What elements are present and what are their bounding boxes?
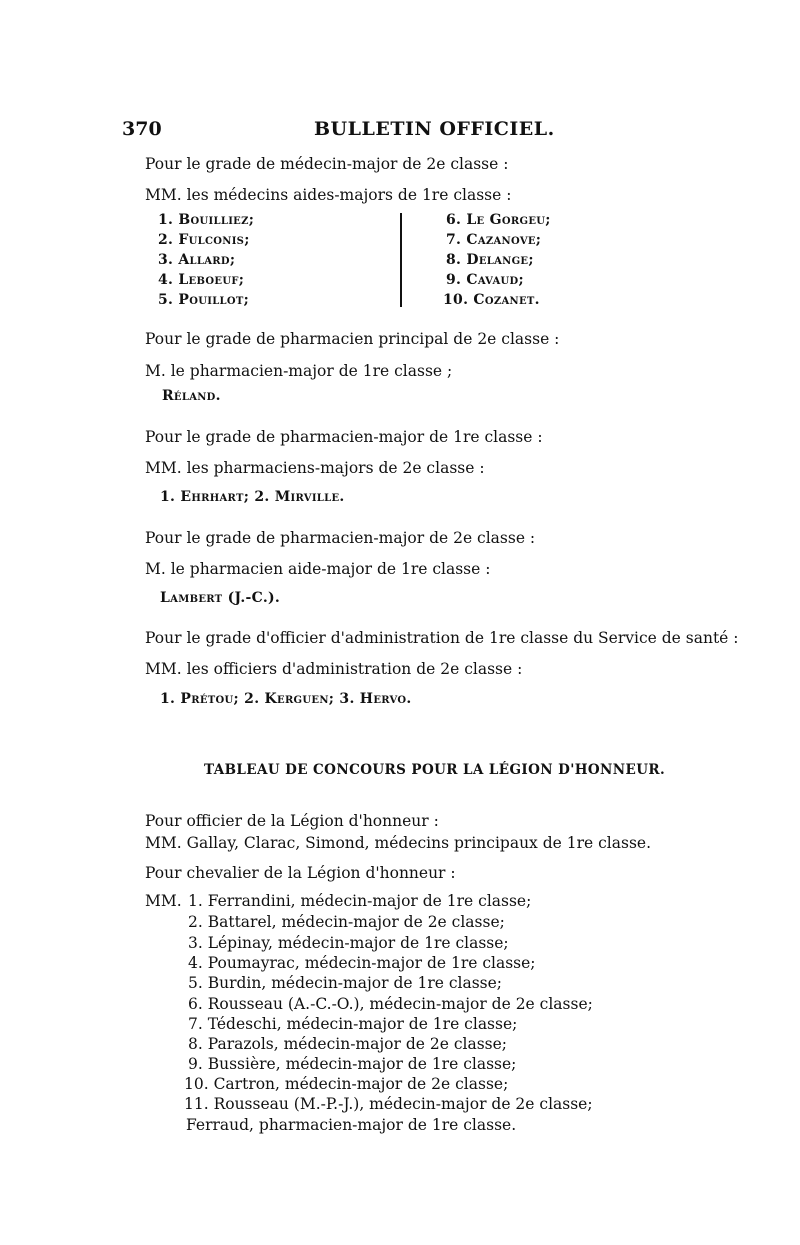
- section-heading: Pour le grade d'officier d'administration de 1re classe du Service de santé :: [145, 629, 739, 647]
- person-name: Réland.: [162, 388, 221, 404]
- section-heading: Pour le grade de pharmacien-major de 1re classe :: [145, 428, 543, 446]
- section-intro: MM. les officiers d'administration de 2e classe :: [145, 660, 523, 678]
- list-item: 9. Cavaud;: [446, 272, 524, 288]
- list-item: 10. Cozanet.: [443, 292, 540, 308]
- list-item: 4. Poumayrac, médecin-major de 1re classe;: [188, 954, 536, 972]
- list-item: 1. Ferrandini, médecin-major de 1re classe;: [188, 892, 532, 910]
- section-heading: Pour le grade de médecin-major de 2e classe :: [145, 155, 509, 173]
- section-intro: MM. les pharmaciens-majors de 2e classe :: [145, 459, 485, 477]
- list-item: 1. Bouilliez;: [158, 212, 255, 228]
- section-intro: M. le pharmacien-major de 1re classe ;: [145, 362, 453, 380]
- section-heading: Pour officier de la Légion d'honneur :: [145, 812, 439, 830]
- person-name: Lambert (J.-C.).: [160, 590, 281, 606]
- list-item: 8. Parazols, médecin-major de 2e classe;: [188, 1035, 508, 1053]
- list-item: 3. Allard;: [158, 252, 236, 268]
- list-item: 2. Fulconis;: [158, 232, 250, 248]
- section-intro: MM. les médecins aides-majors de 1re classe :: [145, 186, 512, 204]
- list-item: 3. Lépinay, médecin-major de 1re classe;: [188, 934, 509, 952]
- list-item: 6. Le Gorgeu;: [446, 212, 551, 228]
- list-item: 8. Delange;: [446, 252, 534, 268]
- list-item: Ferraud, pharmacien-major de 1re classe.: [186, 1116, 517, 1134]
- person-names: 1. Ehrhart; 2. Mirville.: [160, 489, 345, 505]
- section-heading: Pour chevalier de la Légion d'honneur :: [145, 864, 456, 882]
- page-number: 370: [122, 118, 162, 140]
- list-item: 7. Tédeschi, médecin-major de 1re classe;: [188, 1015, 518, 1033]
- list-item: 10. Cartron, médecin-major de 2e classe;: [184, 1075, 509, 1093]
- section-heading: Pour le grade de pharmacien principal de 2e classe :: [145, 330, 560, 348]
- section-intro: M. le pharmacien aide-major de 1re classe :: [145, 560, 491, 578]
- list-item: 7. Cazanove;: [446, 232, 542, 248]
- person-names: 1. Prétou; 2. Kerguen; 3. Hervo.: [160, 691, 412, 707]
- running-title: BULLETIN OFFICIEL.: [314, 118, 555, 140]
- list-item: 5. Pouillot;: [158, 292, 250, 308]
- list-item: 9. Bussière, médecin-major de 1re classe;: [188, 1055, 517, 1073]
- column-divider: [400, 213, 402, 307]
- list-item: 5. Burdin, médecin-major de 1re classe;: [188, 974, 503, 992]
- list-item: 4. Leboeuf;: [158, 272, 245, 288]
- section-title: TABLEAU DE CONCOURS POUR LA LÉGION D'HONNEUR.: [204, 762, 666, 778]
- list-item: 6. Rousseau (A.-C.-O.), médecin-major de 2e classe;: [188, 995, 593, 1013]
- list-item: 11. Rousseau (M.-P.-J.), médecin-major de 2e classe;: [184, 1095, 593, 1113]
- section-heading: Pour le grade de pharmacien-major de 2e classe :: [145, 529, 536, 547]
- officer-names: MM. Gallay, Clarac, Simond, médecins principaux de 1re classe.: [145, 834, 652, 852]
- list-item: 2. Battarel, médecin-major de 2e classe;: [188, 913, 505, 931]
- mm-label: MM.: [145, 892, 182, 910]
